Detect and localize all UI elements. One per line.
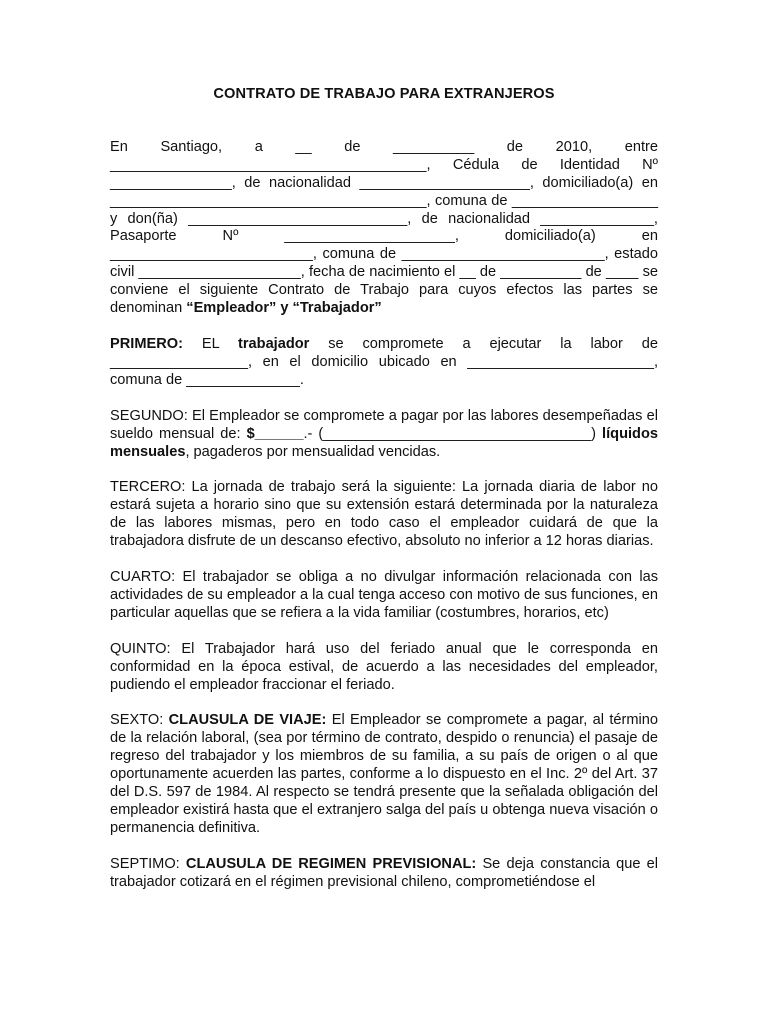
clause-segundo bbox=[110, 408, 658, 462]
clause-sexto bbox=[110, 712, 658, 837]
clause-primero bbox=[110, 336, 658, 390]
primero-text-b: se compromete a ejecutar la labor de _________________, en el domicilio ubicado en _______________________, comuna de ______________. bbox=[110, 335, 658, 388]
segundo-text-c: , pagaderos por mensualidad vencidas. bbox=[185, 443, 441, 460]
segundo-text-a: SEGUNDO: El Empleador se compromete a pagar por las labores desempeñadas el sueldo mensual de: bbox=[110, 407, 658, 442]
clause-cuarto: CUARTO: El trabajador se obliga a no divulgar información relacionada con las actividades de su empleador a la cual tenga acceso con motivo de sus funciones, en particular aquellas que se refiera a la vida familiar (costumbres, horarios, etc) bbox=[110, 569, 658, 621]
septimo-text: Se deja constancia que el trabajador cotizará en el régimen previsional chileno, comprometiéndose el bbox=[110, 855, 658, 890]
document-title: CONTRATO DE TRABAJO PARA EXTRANJEROS bbox=[213, 86, 555, 102]
intro-bold-parties: “Empleador” y “Trabajador” bbox=[186, 300, 382, 317]
primero-label: PRIMERO: bbox=[110, 335, 183, 352]
septimo-label: SEPTIMO: bbox=[110, 855, 186, 872]
sexto-bold: CLAUSULA DE VIAJE: bbox=[168, 712, 327, 729]
segundo-text-b: .- (_________________________________) bbox=[303, 425, 603, 442]
clause-septimo bbox=[110, 856, 658, 892]
septimo-bold: CLAUSULA DE REGIMEN PREVISIONAL: bbox=[185, 855, 477, 872]
segundo-amount: $______ bbox=[246, 425, 304, 442]
sexto-label: SEXTO: bbox=[110, 712, 169, 729]
primero-text-a: EL bbox=[182, 335, 238, 352]
segundo-bold: líquidos mensuales bbox=[110, 425, 658, 460]
intro-paragraph bbox=[110, 139, 658, 318]
sexto-text: El Empleador se compromete a pagar, al término de la relación laboral, (sea por término de contrato, despido o renuncia) el pasaje de regreso del trabajador y los miembros de su familia, a su país de origen o al que oportunamente acuerden las partes, conforme a lo dispuesto en el Inc. 2º del Art. 37 del D.S. 597 de 1984. Al respecto se tendrá presente que la señalada obligación del empleador existirá hasta que el extranjero salga del país u obtenga nueva visación o permanencia definitiva. bbox=[110, 712, 658, 836]
document-page bbox=[110, 86, 658, 910]
intro-text: En Santiago, a __ de __________ de 2010, entre _______________________________________, Cédula de Identidad Nº _______________, de nacionalidad _____________________, domiciliado(a) en _______________________________________, comuna de __________________ y don(ña) ___________________________, de nacionalidad ______________, Pasaporte Nº _____________________, domiciliado(a) en _________________________, comuna de _________________________, estado civil ____________________, fecha de nacimiento el __ de __________ de ____ se conviene el siguiente Contrato de Trabajo para cuyos efectos las partes se denominan bbox=[110, 138, 658, 317]
clause-quinto: QUINTO: El Trabajador hará uso del feriado anual que le corresponda en conformidad en la época estival, de acuerdo a las necesidades del empleador, pudiendo el empleador fraccionar el feriado. bbox=[110, 640, 658, 693]
primero-bold: trabajador bbox=[238, 335, 310, 352]
clause-tercero: TERCERO: La jornada de trabajo será la siguiente: La jornada diaria de labor no estará sujeta a horario sino que su extensión estará determinada por la naturaleza de las labores mismas, pero en todo caso el empleador cuidará de que la trabajadora disfrute de un descanso efectivo, absoluto no inferior a 12 horas diarias. bbox=[110, 479, 658, 550]
